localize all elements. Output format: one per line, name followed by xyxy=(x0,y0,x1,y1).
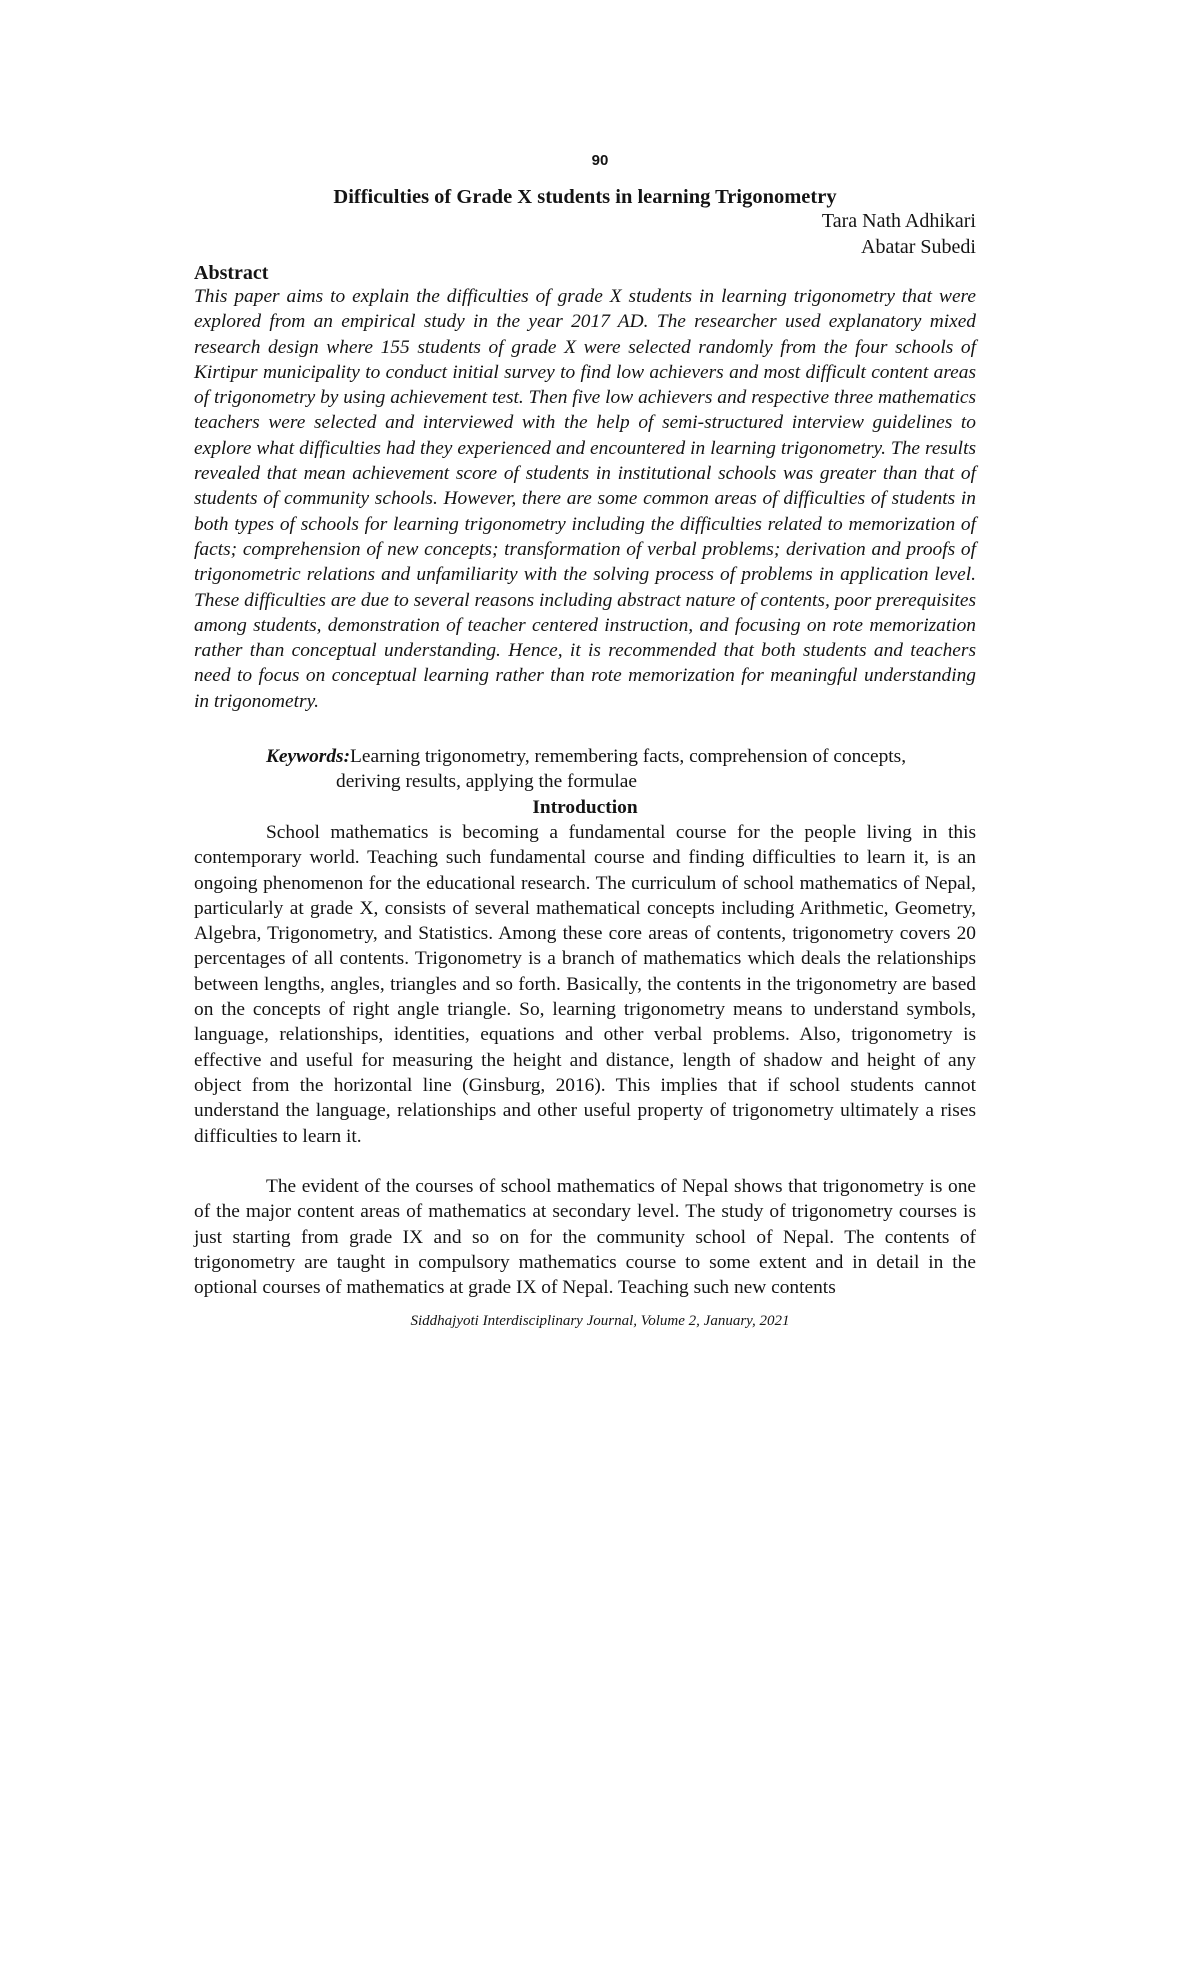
body-paragraph: The evident of the courses of school mathematics of Nepal shows that trigonometry is one of the major content areas of mathematics at secondary level. The study of trigonometry courses is just starting from grade IX and so on for the community school of Nepal. The contents of trigonometry are taught in compulsory mathematics course to some extent and in detail in the optional courses of mathematics at grade IX of Nepal. Teaching such new contents xyxy=(194,1176,976,1299)
body-paragraph: School mathematics is becoming a fundamental course for the people living in this contemporary world. Teaching such fundamental course and finding difficulties to learn it, is an ongoing phenomenon for the educational research. The curriculum of school mathematics of Nepal, particularly at grade X, consists of several mathematical concepts including Arithmetic, Geometry, Algebra, Trigonometry, and Statistics. Among these core areas of contents, trigonometry covers 20 percentages of all contents. Trigonometry is a branch of mathematics which deals the relationships between lengths, angles, triangles and so forth. Basically, the contents in the trigonometry are based on the concepts of right angle triangle. So, learning trigonometry means to understand symbols, language, relationships, identities, equations and other verbal problems. Also, trigonometry is effective and useful for measuring the height and distance, length of shadow and height of any object from the horizontal line (Ginsburg, 2016). This implies that if school students cannot understand the language, relationships and other useful property of trigonometry ultimately a rises difficulties to learn it. xyxy=(194,822,976,1147)
keywords-line xyxy=(194,769,976,794)
journal-footer: Siddhajyoti Interdisciplinary Journal, Volume 2, January, 2021 xyxy=(410,1313,790,1329)
article-title: Difficulties of Grade X students in learning Trigonometry xyxy=(333,186,837,208)
introduction-heading: Introduction xyxy=(532,797,638,818)
author-name: Tara Nath Adhikari xyxy=(821,210,976,232)
keywords-label: Keywords: xyxy=(266,746,351,767)
keywords-text: deriving results, applying the formulae xyxy=(336,771,638,793)
abstract-text: This paper aims to explain the difficulties of grade X students in learning trigonometry that were explored from an empirical study in the year 2017 AD. The researcher used explanatory mixed research design where 155 students of grade X were selected randomly from the four schools of Kirtipur municipality to conduct initial survey to find low achievers and most difficult content areas of trigonometry by using achievement test. Then five low achievers and respective three mathematics teachers were selected and interviewed with the help of semi-structured interview guidelines to explore what difficulties had they experienced and encountered in learning trigonometry. The results revealed that mean achievement score of students in institutional schools was greater than that of students of community schools. However, there are some common areas of difficulties of students in both types of schools for learning trigonometry including the difficulties related to memorization of facts; comprehension of new concepts; transformation of verbal problems; derivation and proofs of trigonometric relations and unfamiliarity with the solving process of problems in application level. These difficulties are due to several reasons including abstract nature of contents, poor prerequisites among students, demonstration of teacher centered instruction, and focusing on rote memorization rather than conceptual understanding. Hence, it is recommended that both students and teachers need to focus on conceptual learning rather than rote memorization for meaningful understanding in trigonometry. xyxy=(194,286,976,712)
author-name: Abatar Subedi xyxy=(861,236,976,258)
keywords-text: Learning trigonometry, remembering facts, comprehension of concepts, xyxy=(350,746,907,767)
abstract-heading: Abstract xyxy=(194,262,269,284)
author-list xyxy=(194,208,976,260)
keywords-line xyxy=(194,744,976,769)
page-number: 90 xyxy=(591,152,609,169)
keywords-block xyxy=(194,744,976,795)
